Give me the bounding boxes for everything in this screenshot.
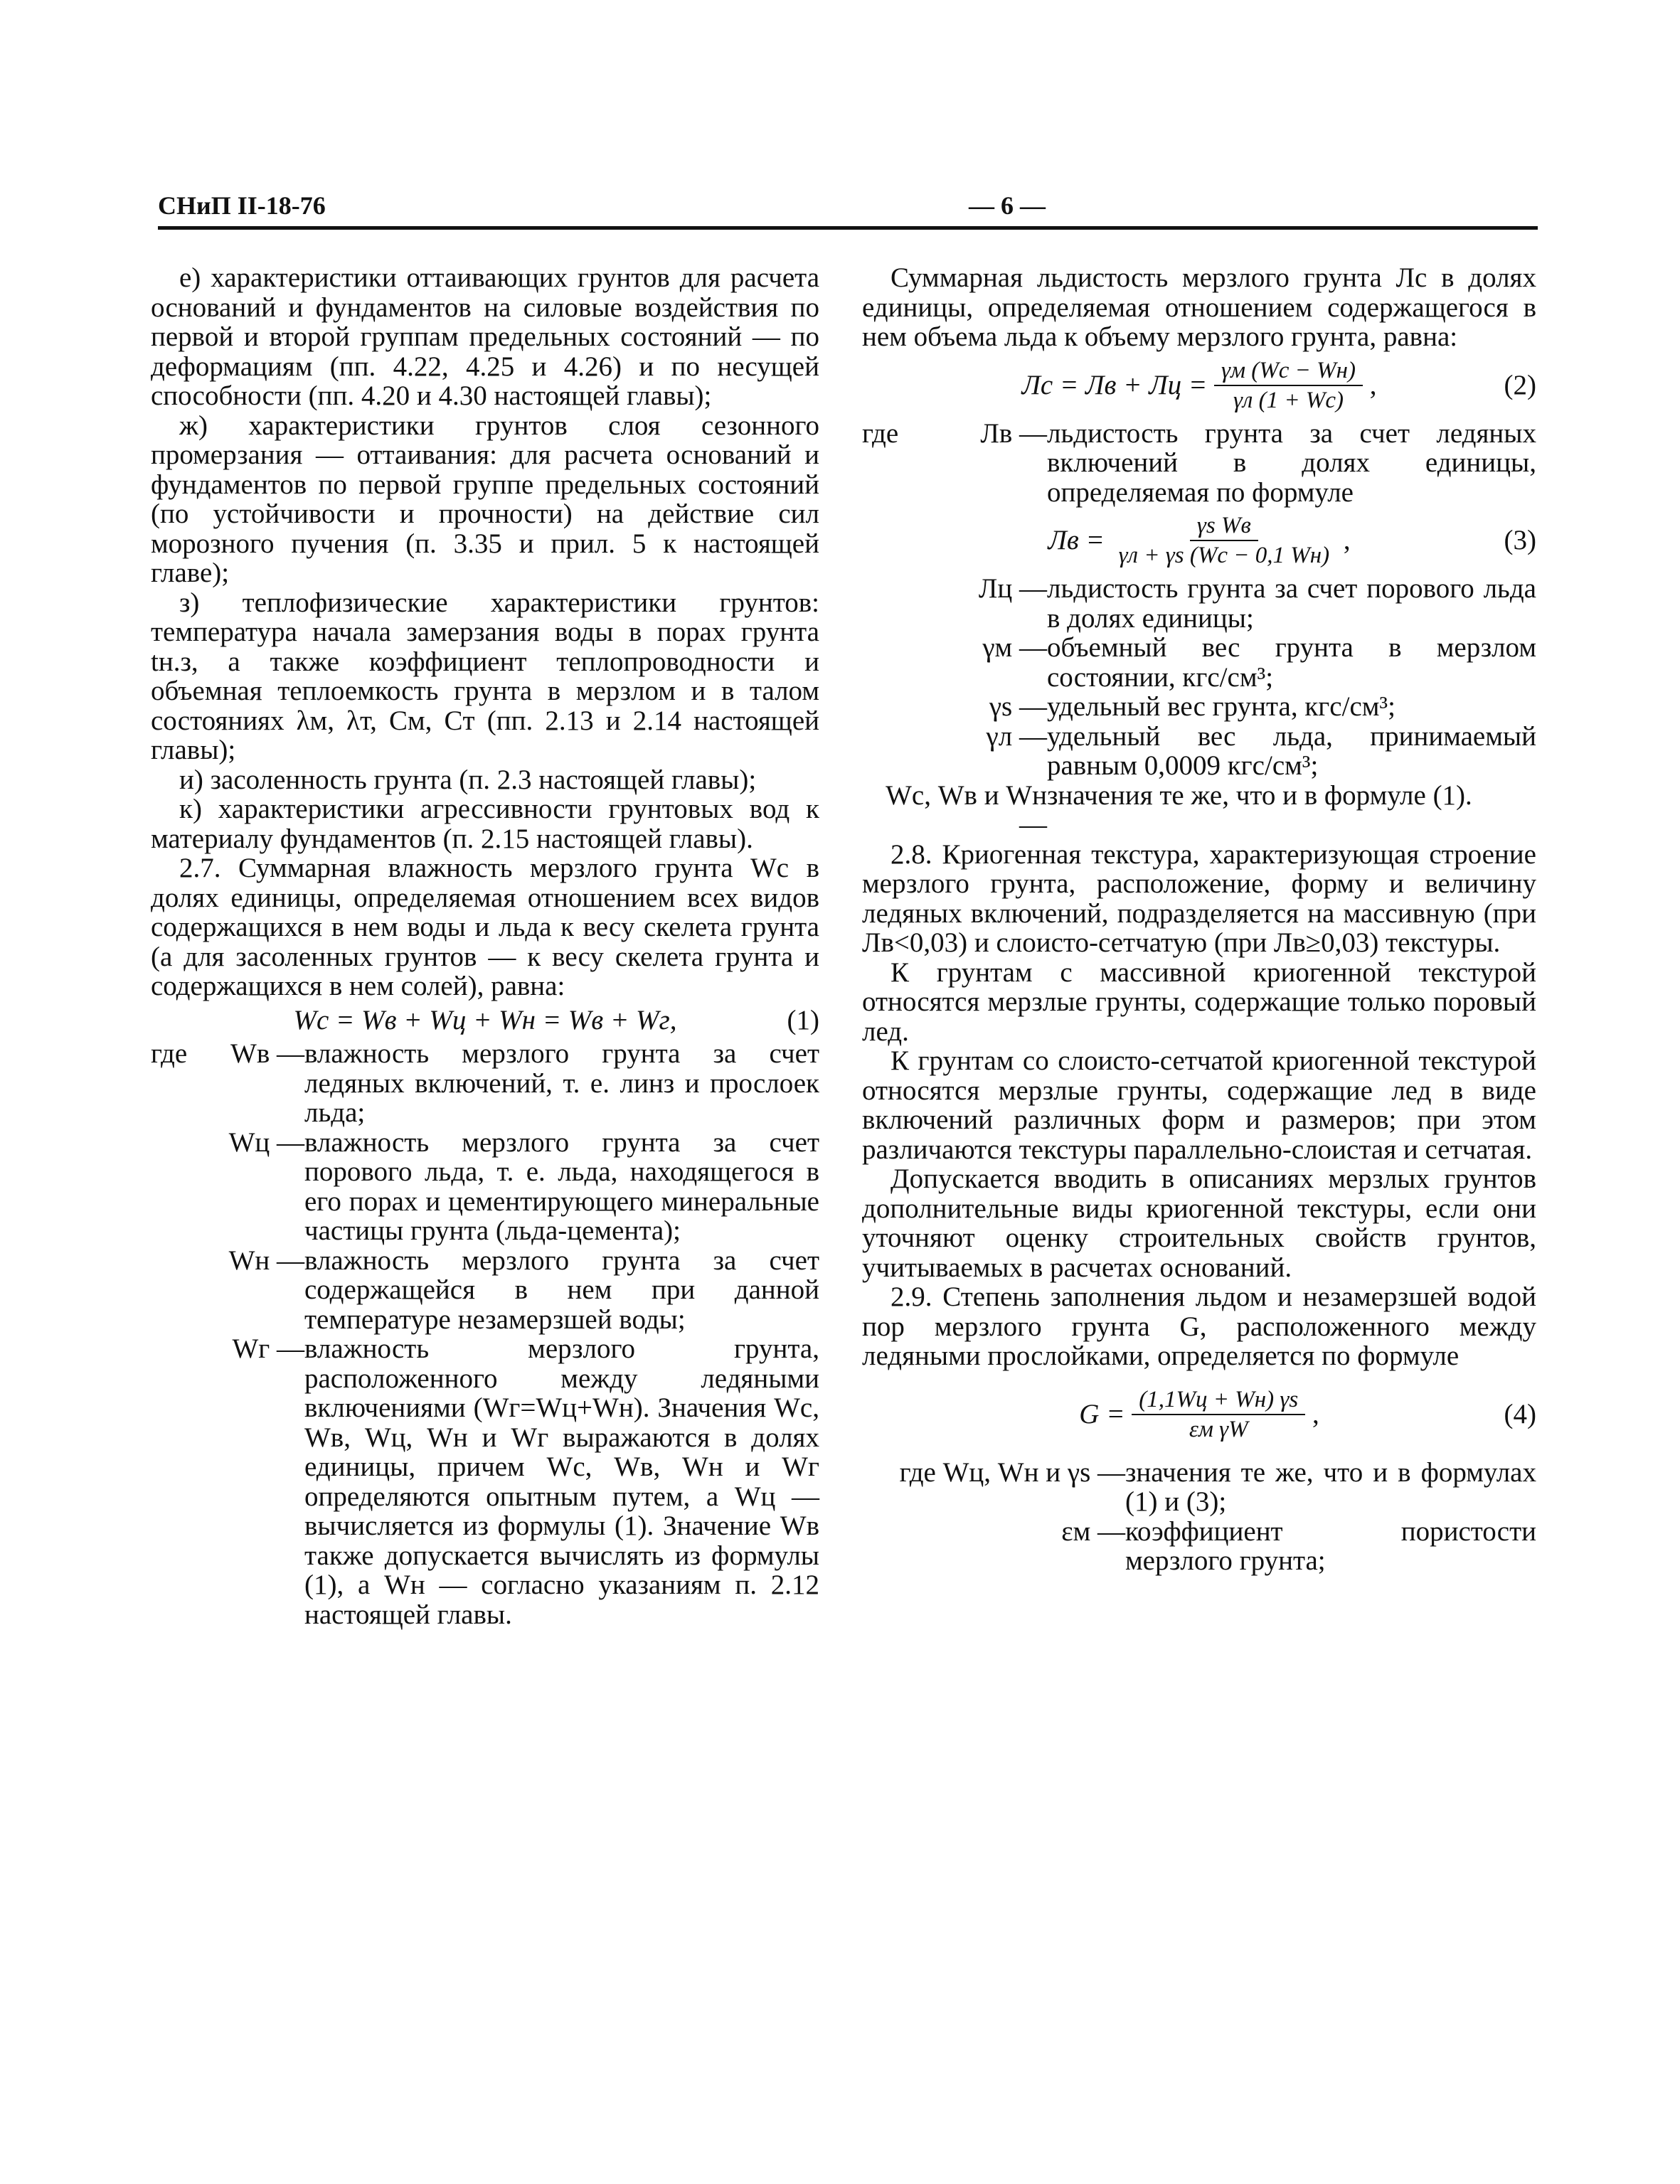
- definition-term: γл —: [986, 720, 1047, 752]
- item-k: к) характеристики агрессивности грунтовых вод к материалу фундаментов (п. 2.15 настоящей главы).: [151, 794, 819, 854]
- definition-term: γs —: [989, 691, 1047, 722]
- formula-2: Лс = Лв + Лц = $\frac{\gamma м (Wс - Wн)}{\gamma л (1 + Wс)}$ , (2): [1021, 357, 1536, 413]
- layered-texture-paragraph: К грунтам со слоисто-сетчатой криогенной текстурой относятся мерзлые грунты, содержащие лед в виде включений различных форм и размеров; при этом различаются текстуры параллельно-слоистая и сетчатая.: [862, 1045, 1536, 1165]
- formula-3-denominator: γл + γs (Wс − 0,1 Wн): [1118, 543, 1330, 568]
- definition-text: влажность мерзлого грунта за счет содержащейся в нем при данной температуре незамерзшей воды;: [304, 1245, 819, 1335]
- definition-text: удельный вес грунта, кгс/см³;: [1047, 691, 1395, 722]
- definition-term: εм —: [1061, 1516, 1125, 1547]
- page-header: [158, 191, 1535, 228]
- formula-4-lhs: G =: [1079, 1398, 1125, 1429]
- item-z: з) теплофизические характеристики грунтов: температура начала замерзания воды в порах грунта tн.з, а также коэффициент теплопроводности и объемная теплоемкость грунта в мерзлом и в талом состояниях λм, λт, Cм, Cт (пп. 2.13 и 2.14 настоящей главы);: [151, 587, 819, 765]
- definition-text: объемный вес грунта в мерзлом состоянии, кгс/см³;: [1047, 632, 1536, 693]
- clause-2-8: 2.8. Криогенная текстура, характеризующая строение мерзлого грунта, расположение, форму и величину ледяных включений, подразделяется на массивную (при Лв<0,03) и слоисто-сетчатую (при Лв≥0,03) текстуры.: [862, 838, 1536, 958]
- definition-gamma-s: [862, 692, 1536, 722]
- definition-text: влажность мерзлого грунта за счет порового льда, т. е. льда, находящегося в его порах и цементирующего минеральные частицы грунта (льда-цемента);: [304, 1126, 819, 1246]
- left-column: [151, 263, 819, 1629]
- formula-2-lhs: Лс = Лв + Лц =: [1021, 369, 1208, 400]
- definition-wn: [151, 1246, 819, 1335]
- definition-term: Wс, Wв и Wн —: [886, 779, 1047, 840]
- definition-term: Wв —: [230, 1038, 304, 1069]
- definition-text: значения те же, что и в формуле (1).: [1047, 779, 1472, 811]
- definition-text: коэффициент пористости мерзлого грунта;: [1125, 1516, 1536, 1576]
- definition-term: где Wц, Wн и γs —: [899, 1456, 1125, 1488]
- definition-text: льдистость грунта за счет порового льда в долях единицы;: [1047, 573, 1536, 634]
- definition-lc: [862, 574, 1536, 633]
- formula-4-fraction: [1132, 1385, 1305, 1444]
- item-zh: ж) характеристики грунтов слоя сезонного промерзания — оттаивания: для расчета оснований и фундаментов по первой группе предельных состояний (по устойчивости и прочности) на действие сил морозного пучения (п. 3.35 и прил. 5 к настоящей главе);: [151, 410, 819, 588]
- formula-4-denominator: εм γW: [1189, 1416, 1248, 1442]
- definition-term: γм —: [982, 632, 1047, 663]
- definition-lv: [862, 419, 1536, 508]
- definition-wc: [151, 1128, 819, 1246]
- formula-3-number: (3): [1504, 525, 1536, 556]
- where-label: где: [862, 417, 899, 449]
- definition-w-repeat: [862, 781, 1536, 840]
- definition-term: Wц —: [228, 1126, 304, 1158]
- massive-texture-paragraph: К грунтам с массивной криогенной текстурой относятся мерзлые грунты, содержащие только поровый лед.: [862, 957, 1536, 1047]
- definition-wg: [151, 1334, 819, 1629]
- definition-gamma-m: [862, 633, 1536, 692]
- formula-3-fraction: [1112, 511, 1337, 570]
- formula-1-body: Wс = Wв + Wц + Wн = Wв + Wг,: [293, 1004, 677, 1035]
- definition-gamma-l: [862, 722, 1536, 781]
- formula-4: G = $\frac{(1,1Wц + Wн) \gamma s}{\text{εм γW}}$ , (4): [1079, 1386, 1536, 1442]
- formula-1: [151, 1006, 819, 1035]
- definition-text: льдистость грунта за счет ледяных включений в долях единицы, определяемая по формуле: [1047, 417, 1536, 508]
- definition-epsilon-m: [862, 1517, 1536, 1576]
- definition-formula-4-vars: [862, 1458, 1536, 1517]
- total-ice-content-paragraph: Суммарная льдистость мерзлого грунта Лс в долях единицы, определяемая отношением содержащегося в нем объема льда к объему мерзлого грунта, равна:: [862, 262, 1536, 352]
- right-column: [862, 263, 1536, 1576]
- formula-2-fraction: [1214, 356, 1363, 415]
- definition-text: влажность мерзлого грунта, расположенного между ледяными включениями (Wг=Wц+Wн). Значения Wс, Wв, Wц, Wн и Wг выражаются в долях единицы, причем Wс, Wв, Wн и Wг определяются опытным путем, а Wц — вычисляется из формулы (1). Значение Wв также допускается вычислять из формулы (1), а Wн — согласно указаниям п. 2.12 настоящей главы.: [304, 1333, 819, 1630]
- definition-term: Лц —: [978, 573, 1047, 604]
- clause-2-9: 2.9. Степень заполнения льдом и незамерзшей водой пор мерзлого грунта G, расположенного между ледяными прослойками, определяется по формуле: [862, 1282, 1536, 1371]
- formula-3-lhs: Лв =: [1048, 525, 1105, 556]
- page-number: — 6 —: [969, 191, 1046, 220]
- definition-term: Лв —: [980, 417, 1047, 449]
- definition-text: влажность мерзлого грунта за счет ледяных включений, т. е. линз и прослоек льда;: [304, 1038, 819, 1128]
- formula-2-numerator: γм (Wс − Wн): [1214, 356, 1363, 386]
- item-i: и) засоленность грунта (п. 2.3 настоящей главы);: [179, 764, 757, 795]
- definition-text: удельный вес льда, принимаемый равным 0,0009 кгс/см³;: [1047, 720, 1536, 781]
- definition-wv: [151, 1039, 819, 1128]
- definition-text: значения те же, что и в формулах (1) и (3);: [1125, 1456, 1536, 1517]
- item-e: е) характеристики оттаивающих грунтов для расчета оснований и фундаментов на силовые воздействия по первой и второй группам предельных состояний — по деформациям (пп. 4.22, 4.25 и 4.26) и по несущей способности (пп. 4.20 и 4.30 настоящей главы);: [151, 262, 819, 411]
- header-rule: [158, 226, 1538, 230]
- formula-3-numerator: γs Wв: [1190, 511, 1258, 541]
- definition-term: Wг —: [232, 1333, 304, 1364]
- formula-4-number: (4): [1504, 1398, 1536, 1429]
- formula-2-number: (2): [1504, 369, 1536, 400]
- where-label: где: [151, 1038, 188, 1069]
- definition-term: Wн —: [228, 1245, 304, 1276]
- formula-2-denominator: γл (1 + Wс): [1233, 387, 1344, 413]
- additional-texture-paragraph: Допускается вводить в описаниях мерзлых грунтов дополнительные виды криогенной текстуры, если они уточняют оценку строительных свойств грунтов, учитываемых в расчетах оснований.: [862, 1163, 1536, 1283]
- formula-3: Лв = $\frac{\text{γs Wв}}{\gamma л + \gamma s (Wс - 0,1 Wн)}$ , (3): [1048, 513, 1536, 568]
- formula-4-numerator: (1,1Wц + Wн) γs: [1132, 1385, 1305, 1415]
- document-code: СНиП II-18-76: [158, 191, 326, 220]
- formula-1-number: (1): [787, 1004, 819, 1035]
- clause-2-7: 2.7. Суммарная влажность мерзлого грунта Wс в долях единицы, определяемая отношением всех видов содержащихся в нем воды и льда к весу скелета грунта (а для засоленных грунтов — к весу скелета грунта и содержащихся в нем солей), равна:: [151, 853, 819, 1001]
